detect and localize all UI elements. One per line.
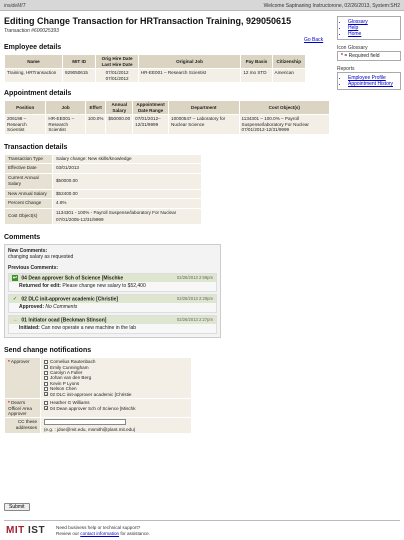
comment-body [9, 324, 216, 333]
sidebar-link-home[interactable]: • Home [348, 31, 397, 37]
sidebar-link-glossary[interactable]: • Glossary [348, 19, 397, 25]
employee-details-table [4, 54, 306, 83]
table-row [5, 173, 202, 189]
detail-label: Current Annual Salary [5, 173, 53, 189]
table-cell: 12 mo STD [241, 69, 272, 83]
welcome-text: Welcome Saptnaning Instructorone, 02/26/2013, System:SH2 [263, 2, 400, 9]
approver-name: Nelson Chen [50, 386, 77, 392]
comment-header [9, 274, 216, 282]
checkbox[interactable] [44, 387, 48, 391]
comment-author: 02 DLC init-approver academic [Christie] [21, 296, 119, 303]
submit-button[interactable]: Submit [4, 503, 30, 511]
appointment-details-table [4, 100, 330, 135]
comment-text: Please change new salary to $52,400 [62, 283, 146, 290]
brand-label[interactable]: insideMIT [4, 2, 26, 9]
logo-mit: MIT [6, 525, 25, 536]
comment-status: Initiated: [19, 325, 40, 332]
footer [4, 520, 400, 538]
comment-header [9, 295, 216, 303]
icon-glossary-label: Icon Glossary [337, 45, 368, 51]
required-star: * [8, 359, 10, 365]
new-comments-label: New Comments: [8, 248, 48, 255]
help-line-2 [56, 531, 150, 537]
dean-list [41, 399, 192, 418]
detail-label: Cost Object(s) [5, 209, 53, 225]
detail-value: $52400.00 [53, 189, 202, 199]
help-text [56, 525, 150, 536]
table-row [5, 115, 330, 135]
approver-list [41, 358, 192, 399]
page-title: Editing Change Transaction for HRTransaction Training, 929050615 [4, 16, 292, 26]
reports-box [337, 72, 401, 90]
column-header: Name [5, 55, 63, 69]
detail-label: Percent Change [5, 199, 53, 209]
comment-text: Can now operate a new machine in the lab [41, 325, 137, 332]
table-row [5, 154, 202, 164]
checkbox[interactable] [44, 382, 48, 386]
comment-author: 04 Dean approver Sch of Science [Mischke [21, 275, 124, 282]
approver-name: Cornelius Rautenbach [50, 359, 96, 365]
table-cell: American [272, 69, 305, 83]
check-icon: ✓ [12, 296, 18, 303]
checkbox[interactable] [44, 360, 48, 364]
table-row [5, 199, 202, 209]
comment-status: Approved: [19, 304, 44, 311]
arrow-right-icon: → [12, 317, 18, 324]
top-bar [0, 0, 404, 11]
comments-panel [4, 244, 221, 338]
column-header: Original Job [138, 55, 241, 69]
new-comments-text: changing salary as requested [8, 254, 74, 261]
comments-heading: Comments [4, 234, 41, 242]
sidebar-link-help[interactable]: • Help [348, 25, 397, 31]
table-cell: $50000.00 [106, 115, 133, 135]
table-row [5, 418, 192, 434]
table-cell: HR-EE001 – Research Scientist [46, 115, 85, 135]
approver-name: Emily Cunningham [50, 364, 89, 370]
transaction-details-table [4, 154, 202, 226]
table-cell: 929050615 [62, 69, 95, 83]
notifications-heading: Send change notifications [4, 347, 92, 355]
column-header: Position [5, 101, 46, 115]
comment-item [8, 273, 217, 292]
dean-label: Dean's Office/ Area Approver [8, 400, 32, 416]
column-header: Department [169, 101, 240, 115]
required-star: * [8, 400, 10, 406]
column-header: Citizenship [272, 55, 305, 69]
detail-value: Salary change: New skills/knowledge [53, 154, 202, 164]
column-header: Cost Object(s) [239, 101, 329, 115]
column-header: Effort [85, 101, 106, 115]
table-header-row [5, 101, 330, 115]
checkbox[interactable] [44, 365, 48, 369]
comment-author: 01 Initiator ocad [Beckman Stinson] [21, 317, 107, 324]
previous-comments-label: Previous Comments: [8, 265, 59, 272]
table-cell: 07/01/2012 07/01/2012 [96, 69, 138, 83]
checkbox-checked[interactable]: ✓ [45, 392, 49, 398]
detail-value: 4.8% [53, 199, 202, 209]
help-line-1: Need business help or technical support? [56, 525, 141, 530]
detail-label: New Annual Salary [5, 189, 53, 199]
table-cell: HR-EE001 – Research Scientist [138, 69, 241, 83]
table-row [5, 69, 306, 83]
transaction-details-heading: Transaction details [4, 143, 68, 151]
table-cell: Training, HRTransaction [5, 69, 63, 83]
dean-name: Heather G Williams [50, 400, 90, 406]
comment-item [8, 294, 217, 313]
table-cell: 1134301 – 100.0% – Payroll Suspense/laboratory For Nuclear 07/01/2012-12/31/9999 [239, 115, 329, 135]
comment-item [8, 315, 217, 334]
cc-label: CC these addresses [5, 418, 41, 434]
column-header: Appointment Date Range [133, 101, 169, 115]
approver-option[interactable] [44, 392, 188, 397]
comment-timestamp: 02/26/2013 2:27pm [176, 317, 213, 323]
cc-hint: (e.g. : jdoe@mit.edu, msmith@plant.mit.edu) [44, 426, 136, 432]
checkbox-checked[interactable]: ✓ [45, 406, 49, 412]
dean-option[interactable] [44, 406, 188, 411]
comment-timestamp: 02/26/2013 2:59pm [176, 275, 213, 281]
comment-text: No Comments [45, 304, 78, 311]
approver-name: Carolyn A Fuller [50, 370, 83, 376]
checkbox[interactable] [44, 371, 48, 375]
table-row [5, 189, 202, 199]
comment-status: Returned for edit: [19, 283, 61, 290]
cc-input[interactable] [44, 419, 126, 425]
table-cell: 07/01/2012– 12/31/9999 [133, 115, 169, 135]
approver-name: 02 DLC init-approver academic [Christie [50, 391, 132, 397]
comment-timestamp: 02/26/2013 2:29pm [176, 296, 213, 302]
comment-body [9, 282, 216, 291]
table-cell: 100.0% [85, 115, 106, 135]
approver-name: Johan van den Berg [50, 375, 92, 381]
comment-header [9, 316, 216, 324]
report-link-employee-profile[interactable]: • Employee Profile [348, 75, 397, 81]
mit-ist-logo [6, 525, 45, 536]
required-text: = Required field [344, 53, 380, 59]
required-star: * [341, 53, 343, 59]
reports-label: Reports [337, 66, 355, 72]
table-row [5, 164, 202, 174]
table-cell: 206198 – Research Scientist [5, 115, 46, 135]
detail-label: Transaction Type [5, 154, 53, 164]
detail-value: $50000.00 [53, 173, 202, 189]
column-header: Job [46, 101, 85, 115]
appointment-details-heading: Appointment details [4, 90, 72, 97]
detail-value: 1134301 - 100% - Payroll Suspense/laboratory For Nuclear 07/01/2005-12/31/9999 [53, 209, 202, 225]
help-pre: Review our [56, 530, 79, 536]
main-content [4, 16, 330, 434]
detail-value: 03/01/2013 [53, 164, 202, 174]
table-cell: 10000547 – Laboratory for Nuclear Science [169, 115, 240, 135]
approver-name: Kevin P Lyons [50, 380, 80, 386]
column-header: MIT ID [62, 55, 95, 69]
approver-label: Approver [10, 359, 30, 365]
help-post: for assistance. [120, 530, 150, 536]
sidebar-links-box [337, 16, 401, 40]
column-header: Annual Salary [106, 101, 133, 115]
table-row [5, 358, 192, 399]
checkbox[interactable] [44, 401, 48, 405]
dean-name: 04 Dean approver Sch of Science [Mischk [50, 405, 136, 411]
logo-ist: IST [28, 525, 46, 536]
notifications-table [4, 357, 192, 434]
sidebar [337, 16, 401, 90]
checkbox[interactable] [44, 376, 48, 380]
table-row [5, 209, 202, 225]
report-link-appointment-history[interactable]: • Appointment History [348, 81, 397, 87]
column-header: Orig Hire Date Last Hire Date [96, 55, 138, 69]
go-back-link[interactable]: Go Back [304, 37, 324, 43]
column-header: Pay Basis [241, 55, 272, 69]
arrow-left-icon: ↩ [12, 275, 18, 282]
dean-label-cell [5, 399, 41, 418]
required-legend [337, 51, 401, 61]
contact-info-link[interactable]: contact information [80, 530, 120, 536]
cc-cell [41, 418, 192, 434]
comment-body [9, 303, 216, 312]
employee-details-heading: Employee details [4, 44, 62, 51]
transaction-number: Transaction #600025393 [4, 28, 59, 34]
approver-label-cell [5, 358, 41, 399]
table-header-row [5, 55, 306, 69]
detail-label: Effective Date [5, 164, 53, 174]
table-row [5, 399, 192, 418]
